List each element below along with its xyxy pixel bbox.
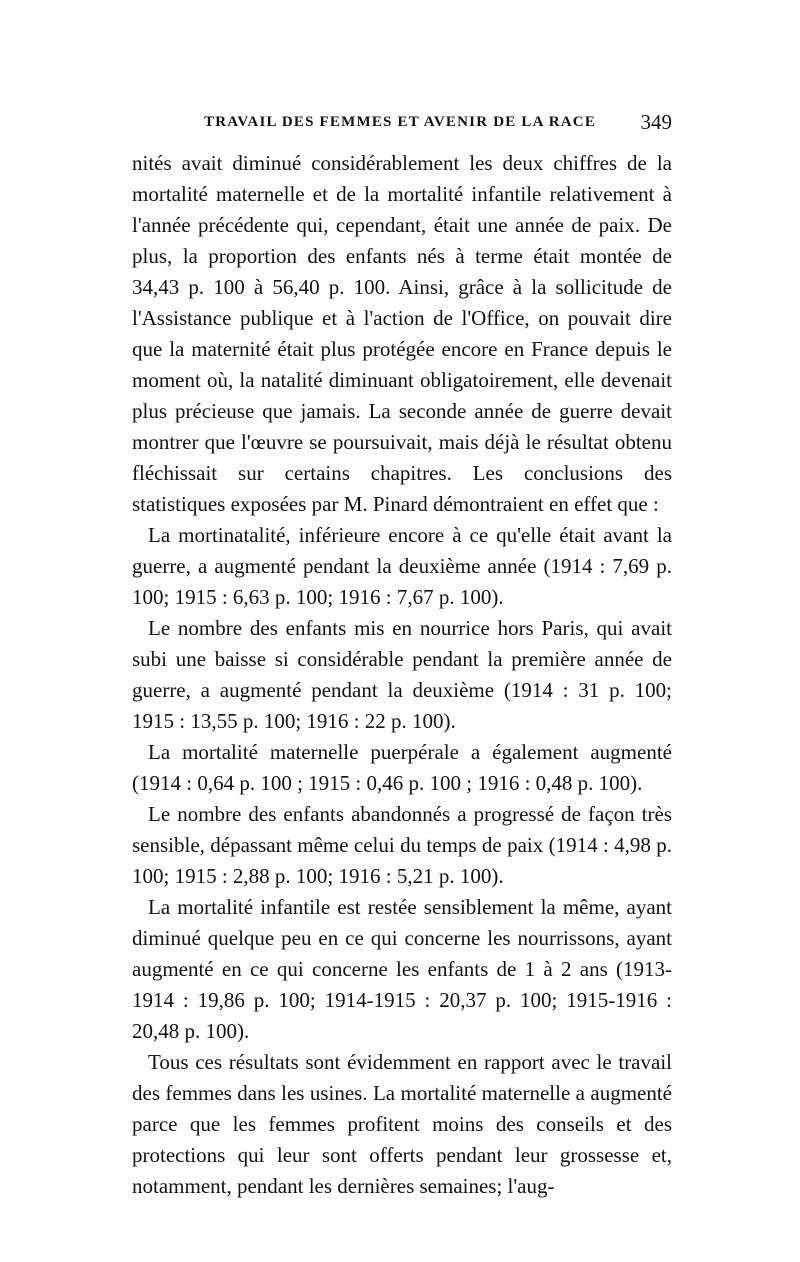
body-text <box>132 148 672 1202</box>
paragraph-conclusion: Tous ces résultats sont évidemment en rapport avec le travail des femmes dans les usines. La mortalité maternelle a augmenté parce que les femmes profitent moins des conseils et des protections qui leur sont offerts pendant leur grossesse et, notamment, pendant les dernières semaines; l'aug- <box>132 1050 672 1198</box>
paragraph-continuation: nités avait diminué considérablement les deux chiffres de la mortalité maternelle et de la mortalité infantile relativement à l'année précédente qui, cependant, était une année de paix. De plus, la proportion des enfants nés à terme était montée de 34,43 p. 100 à 56,40 p. 100. Ainsi, grâce à la sollicitude de l'Assistance publique et à l'action de l'Office, on pouvait dire que la maternité était plus protégée encore en France depuis le moment où, la natalité diminuant obligatoirement, elle devenait plus précieuse que jamais. La seconde année de guerre devait montrer que l'œuvre se poursuivait, mais déjà le résultat obtenu fléchissait sur certains chapitres. Les conclusions des statistiques exposées par M. Pinard démontraient en effet que : <box>132 151 672 516</box>
paragraph-nourrice: Le nombre des enfants mis en nourrice hors Paris, qui avait subi une baisse si considérable pendant la première année de guerre, a augmenté pendant la deuxième (1914 : 31 p. 100; 1915 : 13,55 p. 100; 1916 : 22 p. 100). <box>132 616 672 733</box>
page-header <box>132 110 672 144</box>
paragraph-enfants-abandonnes: Le nombre des enfants abandonnés a progressé de façon très sensible, dépassant même celui du temps de paix (1914 : 4,98 p. 100; 1915 : 2,88 p. 100; 1916 : 5,21 p. 100). <box>132 802 672 888</box>
paragraph-mortalite-infantile: La mortalité infantile est restée sensiblement la même, ayant diminué quelque peu en ce qui concerne les nourrissons, ayant augmenté en ce qui concerne les enfants de 1 à 2 ans (1913-1914 : 19,86 p. 100; 1914-1915 : 20,37 p. 100; 1915-1916 : 20,48 p. 100). <box>132 895 672 1043</box>
paragraph-mortinatalite: La mortinatalité, inférieure encore à ce qu'elle était avant la guerre, a augmenté pendant la deuxième année (1914 : 7,69 p. 100; 1915 : 6,63 p. 100; 1916 : 7,67 p. 100). <box>132 523 672 609</box>
paragraph-mortalite-maternelle: La mortalité maternelle puerpérale a également augmenté (1914 : 0,64 p. 100 ; 1915 : 0,46 p. 100 ; 1916 : 0,48 p. 100). <box>132 740 672 795</box>
book-page <box>132 110 672 1202</box>
running-title: TRAVAIL DES FEMMES ET AVENIR DE LA RACE <box>204 114 597 130</box>
page-number: 349 <box>640 110 672 134</box>
